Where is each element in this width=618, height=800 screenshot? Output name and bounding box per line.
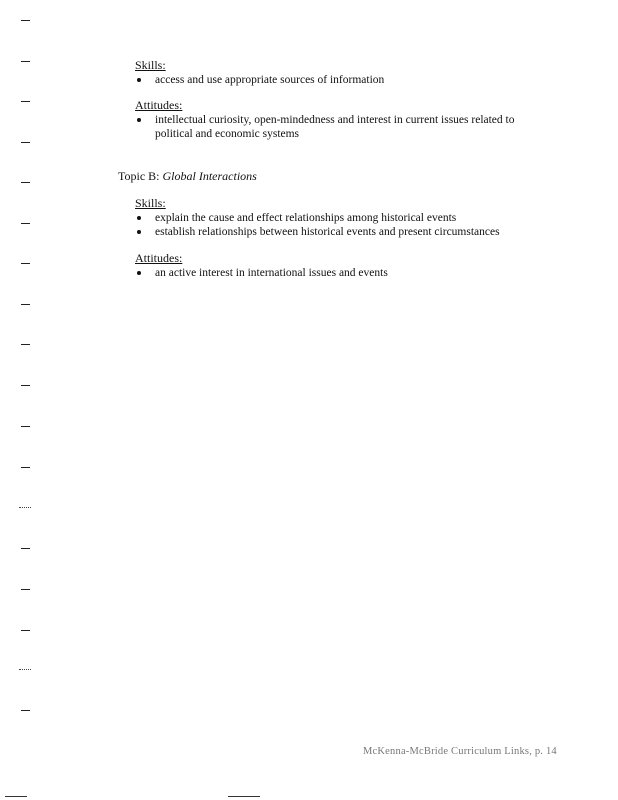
margin-mark [21, 223, 30, 224]
list-item: intellectual curiosity, open-mindedness and interest in current issues related to political and economic systems [135, 113, 555, 141]
topic-b-heading [118, 169, 257, 183]
skills-heading: Skills: [135, 58, 166, 72]
margin-mark [21, 101, 30, 102]
margin-mark [21, 20, 30, 21]
margin-mark [21, 426, 30, 427]
scan-artifact [228, 796, 260, 797]
margin-mark [21, 142, 30, 143]
skills-heading: Skills: [135, 196, 166, 210]
margin-mark [21, 630, 30, 631]
list-item: establish relationships between historical events and present circumstances [135, 225, 555, 239]
margin-mark [21, 548, 30, 549]
attitudes-heading: Attitudes: [135, 251, 183, 265]
skills-list [135, 211, 555, 239]
margin-mark [21, 589, 30, 590]
margin-mark [21, 344, 30, 345]
topic-b-title: Global Interactions [162, 169, 257, 183]
margin-mark [19, 669, 31, 672]
attitudes-list [135, 266, 555, 280]
page-footer: McKenna-McBride Curriculum Links, p. 14 [363, 746, 557, 757]
list-item: explain the cause and effect relationships among historical events [135, 211, 555, 225]
skills-list [135, 73, 555, 87]
margin-mark [21, 710, 30, 711]
margin-mark [21, 467, 30, 468]
list-item: access and use appropriate sources of information [135, 73, 555, 87]
topic-b-prefix: Topic B: [118, 169, 163, 183]
margin-mark [21, 182, 30, 183]
attitudes-list [135, 113, 555, 141]
topic-b-skills-section [135, 196, 555, 239]
list-item: an active interest in international issues and events [135, 266, 555, 280]
attitudes-heading: Attitudes: [135, 98, 183, 112]
margin-mark [21, 263, 30, 264]
scan-artifact [5, 796, 27, 797]
topic-b-attitudes-section [135, 251, 555, 280]
skills-section [135, 58, 555, 87]
margin-mark [21, 304, 30, 305]
margin-mark [19, 507, 31, 510]
attitudes-section [135, 98, 555, 141]
margin-mark [21, 61, 30, 62]
margin-mark [21, 385, 30, 386]
